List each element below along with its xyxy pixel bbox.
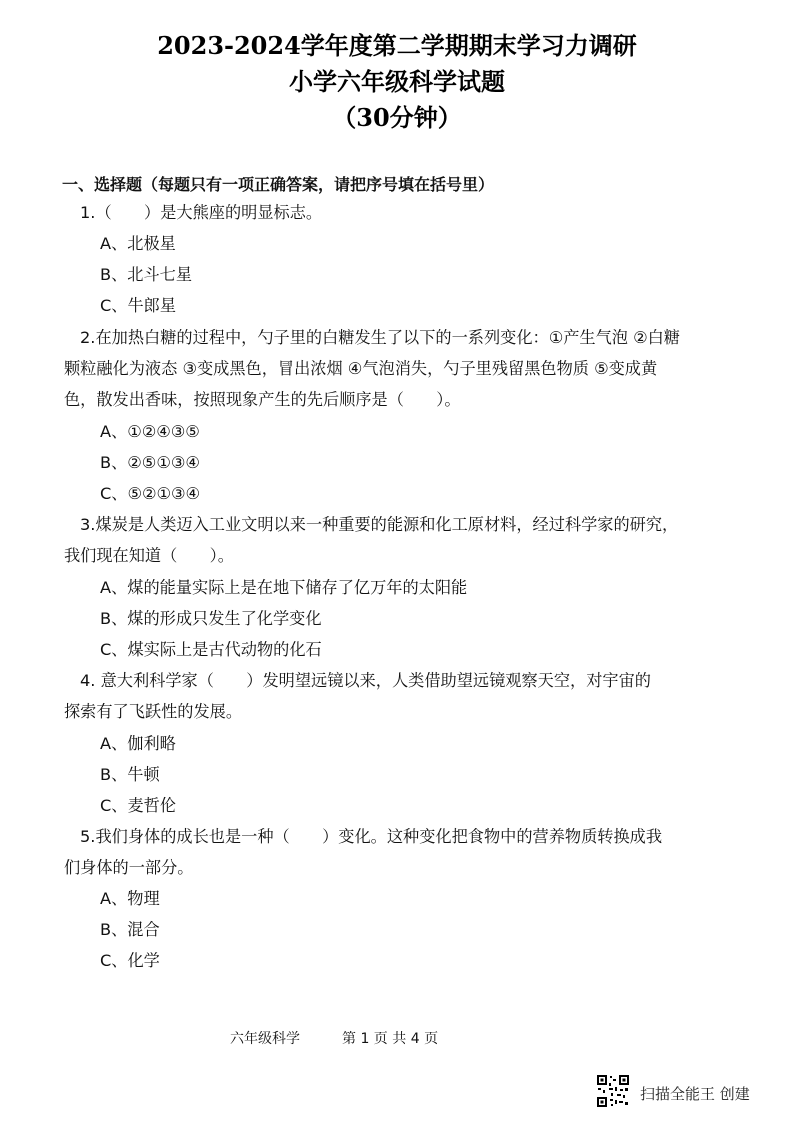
question-3-stem-line-1: 3.煤炭是人类迈入工业文明以来一种重要的能源和化工原材料，经过科学家的研究， bbox=[80, 515, 679, 534]
question-1-option-a: A、北极星 bbox=[100, 234, 176, 253]
exam-title: 2023-2024学年度第二学期期末学习力调研 bbox=[157, 31, 637, 60]
section-heading: 一、选择题（每题只有一项正确答案，请把序号填在括号里） bbox=[62, 175, 495, 194]
question-3-option-b: B、煤的形成只发生了化学变化 bbox=[100, 609, 322, 628]
scanner-watermark bbox=[596, 1074, 766, 1110]
question-3-option-c: C、煤实际上是古代动物的化石 bbox=[100, 640, 322, 659]
question-4-stem-line-1: 4. 意大利科学家（ ）发明望远镜以来，人类借助望远镜观察天空，对宇宙的 bbox=[80, 671, 651, 690]
qr-code-icon bbox=[596, 1074, 630, 1108]
question-3-option-a: A、煤的能量实际上是在地下储存了亿万年的太阳能 bbox=[100, 578, 468, 597]
question-3-stem-line-2: 我们现在知道（ ）。 bbox=[64, 546, 234, 565]
question-2-stem-line-3: 色，散发出香味，按照现象产生的先后顺序是（ ）。 bbox=[64, 390, 461, 409]
question-5-stem-line-2: 们身体的一部分。 bbox=[64, 858, 194, 877]
exam-subtitle: 小学六年级科学试题 bbox=[289, 67, 505, 96]
question-2-option-a: A、①②④③⑤ bbox=[100, 422, 200, 441]
question-5-option-b: B、混合 bbox=[100, 920, 160, 939]
footer-page-info: 第 1 页 共 4 页 bbox=[342, 1031, 439, 1047]
footer-subject: 六年级科学 bbox=[230, 1031, 300, 1047]
question-2-option-c: C、⑤②①③④ bbox=[100, 484, 201, 503]
question-4-option-b: B、牛顿 bbox=[100, 765, 160, 784]
question-4-option-c: C、麦哲伦 bbox=[100, 796, 177, 815]
exam-duration: （30分钟） bbox=[332, 103, 462, 132]
question-5-option-a: A、物理 bbox=[100, 889, 160, 908]
question-4-stem-line-2: 探索有了飞跃性的发展。 bbox=[64, 702, 243, 721]
question-1-option-c: C、牛郎星 bbox=[100, 296, 177, 315]
question-2-option-b: B、②⑤①③④ bbox=[100, 453, 200, 472]
question-2-stem-line-2: 颗粒融化为液态 ③变成黑色，冒出浓烟 ④气泡消失，勺子里残留黑色物质 ⑤变成黄 bbox=[64, 359, 658, 378]
question-1-stem: 1.（ ）是大熊座的明显标志。 bbox=[80, 203, 323, 222]
question-2-stem-line-1: 2.在加热白糖的过程中，勺子里的白糖发生了以下的一系列变化：①产生气泡 ②白糖 bbox=[80, 328, 680, 347]
question-4-option-a: A、伽利略 bbox=[100, 734, 176, 753]
question-1-option-b: B、北斗七星 bbox=[100, 265, 193, 284]
question-5-stem-line-1: 5.我们身体的成长也是一种（ ）变化。这种变化把食物中的营养物质转换成我 bbox=[80, 827, 663, 846]
question-5-option-c: C、化学 bbox=[100, 951, 160, 970]
scanner-watermark-text: 扫描全能王 创建 bbox=[640, 1085, 750, 1103]
